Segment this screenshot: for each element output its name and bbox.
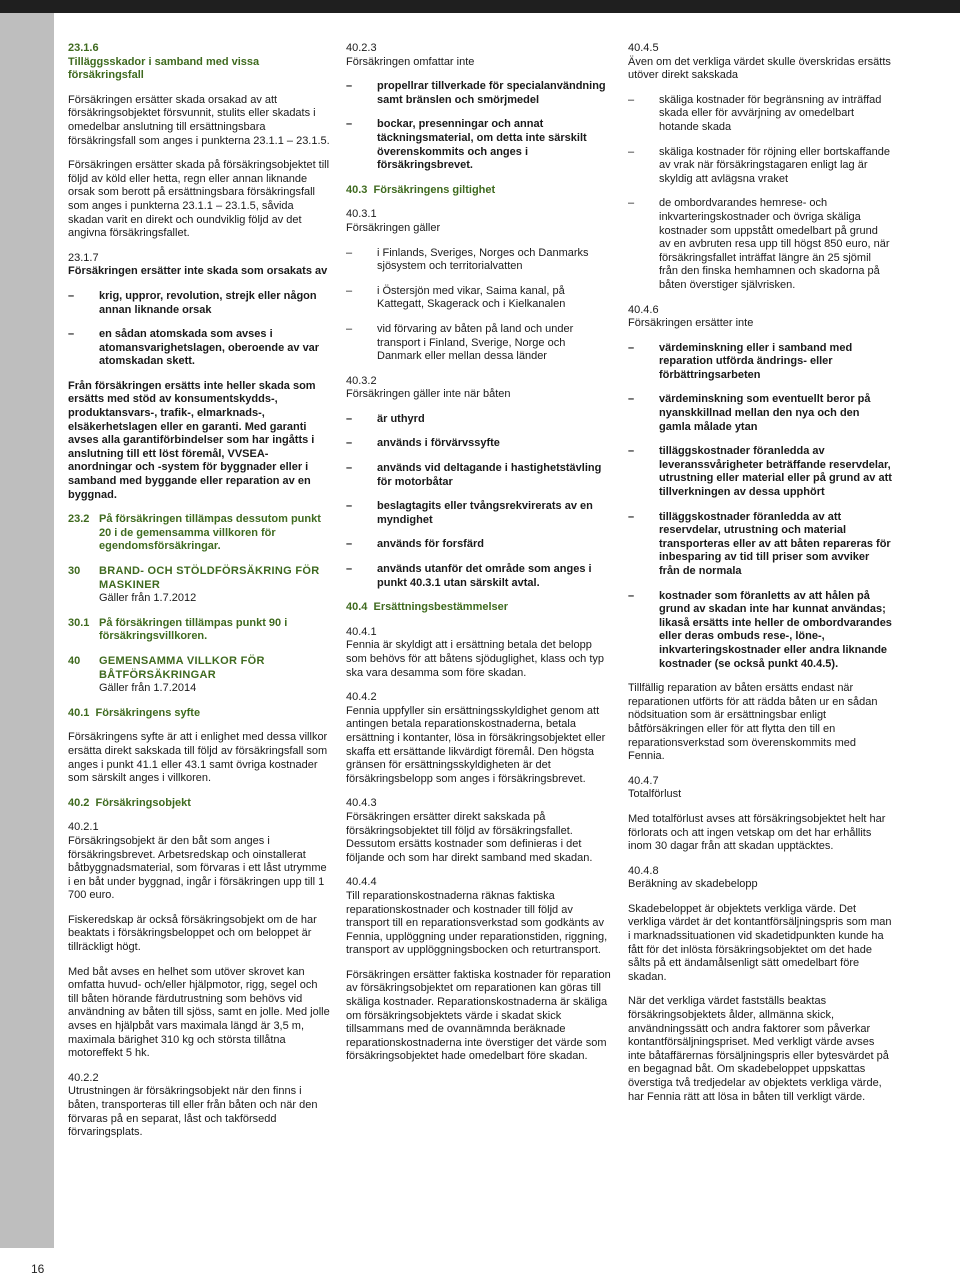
section-title: Försäkringen ersätter inte skada som orsakats av [68,265,328,278]
section-title: Försäkringen ersätter inte [628,317,754,330]
column-2 [346,42,612,1075]
section-number: 40.4.6 [628,303,659,316]
paragraph: Till reparationskostnaderna räknas faktiska reparationskostnader och kostnader till följd av transport till en reparationsverkstad som godkänts av Fennia, upplöggning under reparationstiden, riggning, transport av upplöggningsbocken och returtransport. [346,889,608,957]
paragraph: Försäkringen ersätter faktiska kostnader för reparation av försäkringsobjektet om reparationen kan göras till skäliga kostnader. Reparationskostnaderna är skäliga om försäkringsobjektets värde i skadat skick tillsammans med de ovannämnda beräknade reparationskostnaderna inte överstiger det värde som försäkringsobjektet hade omedelbart före skadan. [346,968,611,1063]
section-number: 40.3.2 [346,374,377,387]
list-item: – vid förvaring av båten på land och under transport i Finland, Sverige, Norge och Danmark eller mellan dessa länder [346,322,574,363]
list-item: – propellrar tillverkade för specialanvändning samt bränslen och smörjmedel [346,80,606,106]
section-number: 40.3.1 [346,208,377,221]
list-item: – en sådan atomskada som avses i atomansvarighetslagen, oberoende av var atomskadan skett. [68,328,320,368]
subsection-heading: 40.2 Försäkringsobjekt [68,796,191,809]
paragraph: Försäkringsobjekt är den båt som anges i försäkringsbrevet. Arbetsredskap och oinstallerat båtbyggnadsmaterial, som förvaras i ett låst utrymme i en båt under byggnad, ingår i försäkringen upp till 1 700 euro. [68,834,327,902]
paragraph: Fiskeredskap är också försäkringsobjekt om de har beaktats i försäkringsbeloppet och om beloppet är tillräckligt högt. [68,913,317,954]
paragraph: Från försäkringen ersätts inte heller skada som ersätts med stöd av konsumentskydds-, produktansvars-, trafik-, elmarknads-, elsäkerhetslagen eller en garanti. Med garanti avses alla garantiförbindelser som har ingåtts i anslutning till ett löst föremål, VVSEA-anordningar och -system för byggnader eller i samband med byggande eller reparation av en byggnad. [68,379,316,501]
list-item: – skäliga kostnader för begränsning av inträffad skada eller för avvärjning av omedelbart hotande skada [628,93,882,133]
section-number: 40.2.1 [68,821,99,834]
list-item: – används i förvärvssyfte [346,437,500,450]
chapter-heading: 30 BRAND- OCH STÖLDFÖRSÄKRING FÖR MASKINER Gäller från 1.7.2012 [68,565,320,605]
list-item: – tilläggskostnader föranledda av att reservdelar, utrustning och material transporteras eller av att båten repareras för inbesparing av tid till priser som avviker från de normala [628,510,891,577]
section-number: 40.4.7 [628,774,659,787]
paragraph: Med totalförlust avses att försäkringsobjektet helt har förlorats och att ingen vetskap om det har erhållits inom 30 dagar från att skadan upptäcktes. [628,812,886,853]
list-item: – kostnader som föranletts av att hålen på grund av skadan inte har kunnat användas; likaså ersätts inte heller de ombordvarandes eller deras ombuds rese-, löne-, inkvarteringskostnader eller andra liknande kostnader (se också punkt 40.4.5). [628,589,892,670]
paragraph: Försäkringen ersätter skada på försäkringsobjektet till följd av köld eller hetta, regn eller annan liknande orsak som berott på ersättningsbara försäkringsfall som anges i punkterna 23.1.1 – 23.1.5, såvida skadan varit en direkt och oundviklig följd av det angivna försäkringsfallet. [68,159,330,240]
page-number: 16 [31,1262,45,1276]
list-item: – är uthyrd [346,412,425,425]
list-item: – tilläggskostnader föranledda av leveranssvårigheter beträffande reservdelar, utrustning eller material eller på grund av att tillverkningen av dessa upphört [628,445,892,499]
paragraph: Skadebeloppet är objektets verkliga värde. Det verkliga värdet är det kontantförsäljningspris som man i marknadssituationen vid skadetidpunkten kunde ha fått för det inlösta försäkringsobjektet om det hade sålts på ett ändamålsenligt sätt omedelbart före skadan. [628,902,892,983]
column-1 [68,42,330,1151]
section-number: 23.1.6 [68,42,99,54]
section-number: 40.4.2 [346,691,377,704]
paragraph: Försäkringens syfte är att i enlighet med dessa villkor ersätta direkt sakskada till följd av försäkringsfall som anges i punkt 41.1 eller 43.1 samt övriga kostnader som särskilt anges i villkoren. [68,731,328,785]
section-title: Försäkringen omfattar inte [346,55,475,68]
paragraph: Med båt avses en helhet som utöver skrovet kan omfatta huvud- och/eller hjälpmotor, rigg, segel och till båten hörande färdutrustning som behövs vid användning av båten till sjöss, samt en jolle. Med jolle avses en hjälpbåt vars maximala längd är 3,5 m, maximala bärighet 310 kg och största tillåtna motoreffekt 5 hk. [68,965,330,1060]
top-bar [0,0,960,13]
list-item: – används vid deltagande i hastighetstävling för motorbåtar [346,462,602,488]
section-number: 40.4.8 [628,864,659,877]
section-title: Beräkning av skadebelopp [628,878,758,891]
list-item: – används utanför det område som anges i punkt 40.3.1 utan särskilt avtal. [346,563,592,589]
list-item: – i Finlands, Sveriges, Norges och Danmarks sjösystem och territorialvatten [346,246,589,273]
paragraph: Fennia är skyldigt att i ersättning betala det belopp som behövs för att båtens sjöduglighet, klass och typ ska vara desamma som före skadan. [346,639,605,679]
list-item: – skäliga kostnader för röjning eller bortskaffande av vrak när försäkringstagaren enligt lag är skyldig att avlägsna vraket [628,145,890,185]
section-title: Även om det verkliga värdet skulle överskridas ersätts utöver direkt sakskada [628,55,891,82]
section-title: Totalförlust [628,788,682,801]
list-item: – värdeminskning som eventuellt beror på nyanskkillnad mellan den nya och den gamla målade ytan [628,393,871,433]
chapter-heading: 40 GEMENSAMMA VILLKOR FÖR BÅTFÖRSÄKRINGAR Gäller från 1.7.2014 [68,654,265,695]
list-item: – värdeminskning eller i samband med reparation utförda ändrings- eller förbättringsarbeten [628,341,853,381]
section-number: 40.4.4 [346,876,377,889]
list-item: – krig, uppror, revolution, strejk eller någon annan liknande orsak [68,289,317,316]
list-item: – bockar, presenningar och annat täckningsmaterial, om detta inte särskilt överenskommits och anges i försäkringsbrevet. [346,118,587,172]
section-number: 40.4.3 [346,797,377,810]
side-margin-band [0,13,54,1248]
section-title: Försäkringen gäller [346,221,441,234]
list-item: – de ombordvarandes hemrese- och inkvarteringskostnader och övriga skäliga kostnader som uppstått omedelbart på grund av en avbruten resa upp till högst 850 euro, när försäkringsfallet inträffat längre än 25 sjömil från den finska hemhamnen och skadorna på båten överstiger självrisken. [628,197,890,291]
subsection-heading: 40.4 Ersättningsbestämmelser [346,601,509,614]
section-title: Försäkringen gäller inte när båten [346,388,511,401]
section-title: Tilläggsskador i samband med vissa försäkringsfall [68,55,260,82]
column-3 [628,42,892,1115]
paragraph: Fennia uppfyller sin ersättningsskyldighet genom att antingen betala reparationskostnaderna, betala ersättning i kontanter, lösa in försäkringsobjektet eller skaffa ett ersättande likvärdigt föremål. Den högsta gränsen för ersättningsskyldigheten är det försäkringsbelopp som anges i försäkringsbrevet. [346,704,606,785]
paragraph: Försäkringen ersätter direkt sakskada på försäkringsobjektet till följd av försäkringsfallet. Dessutom ersätts kostnader som definieras i det följande och som har direkt samband med skadan. [346,810,593,864]
subsection-heading: 40.3 Försäkringens giltighet [346,183,496,196]
paragraph: Försäkringen ersätter skada orsakad av att försäkringsobjektet försvunnit, stulits eller skadats i omedelbar anslutning till ersättningsbara försäkringsfall som anges i punkterna 23.1.1 – 23.1.5. [68,93,330,147]
list-item: – beslagtagits eller tvångsrekvirerats av en myndighet [346,500,593,526]
list-item: – i Östersjön med vikar, Saima kanal, på Kattegatt, Skagerack och i Kielkanalen [346,284,566,311]
section-number: 23.1.7 [68,251,99,264]
subsection-heading: 30.1 På försäkringen tillämpas punkt 90 i försäkringsvillkoren. [68,616,288,643]
list-item: – används för forsfärd [346,538,484,551]
section-number: 40.2.2 [68,1071,99,1084]
section-number: 40.4.5 [628,42,659,54]
subsection-heading: 40.1 Försäkringens syfte [68,706,201,719]
paragraph: När det verkliga värdet fastställs beaktas försäkringsobjektets ålder, allmänna skick, användningssätt och andra faktorer som påverkar kontantförsäljningspriset. Med verkligt värde avses inte båtaffärernas försäljningspris eller bytesvärdet på en begagnad båt. Om skadebeloppet uppskattas överstiga två tredjedelar av objektets verkliga värde, har Fennia rätt att lösa in båten till verkligt värde. [628,995,889,1103]
paragraph: Tillfällig reparation av båten ersätts endast när reparationen utförts för att rädda båten ur en sådan nödsituation som är ersättningsbar enligt båtförsäkringen eller för att flytta den till en reparationsverkstad som överenskommits med Fennia. [628,682,878,763]
paragraph: Utrustningen är försäkringsobjekt när den finns i båten, transporteras till eller från båten och när den förvaras på en separat, låst och takförsedd förvaringsplats. [68,1085,318,1139]
section-number: 40.4.1 [346,625,377,638]
subsection-heading: 23.2 På försäkringen tillämpas dessutom punkt 20 i de gemensamma villkoren för egendomsförsäkringar. [68,513,321,553]
section-number: 40.2.3 [346,42,377,54]
